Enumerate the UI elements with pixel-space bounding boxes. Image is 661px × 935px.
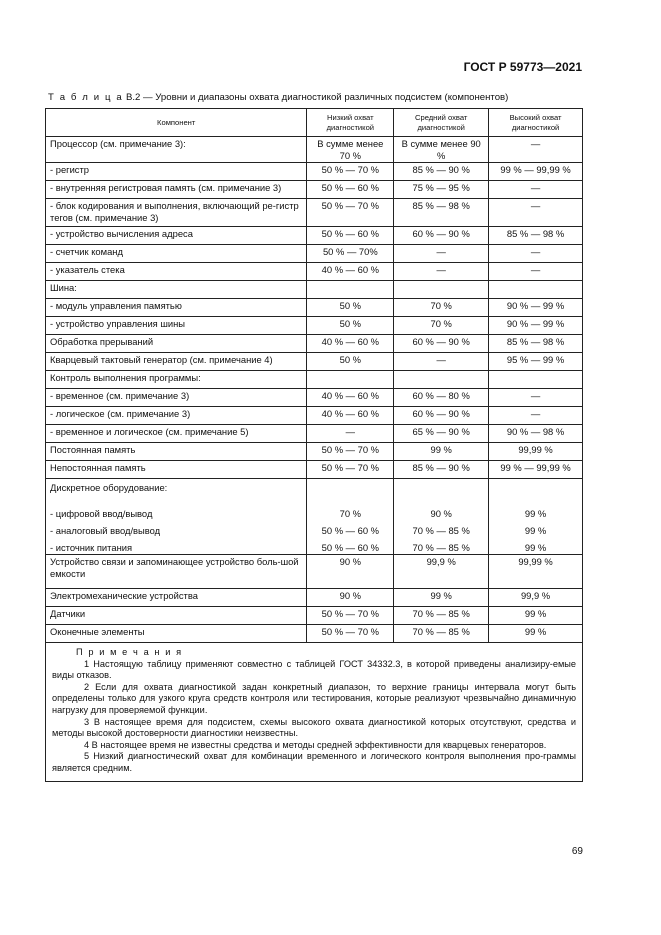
low-coverage-cell: 50 % — 70 % bbox=[307, 607, 394, 625]
low-coverage-cell: 50 % — 60 % bbox=[307, 521, 394, 538]
table-row bbox=[46, 335, 583, 353]
component-cell: - устройство управления шины bbox=[46, 317, 307, 335]
low-coverage-cell: 50 % — 70 % bbox=[307, 199, 394, 227]
low-coverage-cell: 50 % — 60 % bbox=[307, 181, 394, 199]
low-coverage-cell: В сумме менее 70 % bbox=[307, 137, 394, 163]
header-high: Высокий охват диагностикой bbox=[489, 109, 583, 137]
component-cell: Шина: bbox=[46, 281, 307, 299]
low-coverage-cell: — bbox=[307, 425, 394, 443]
high-coverage-cell bbox=[489, 371, 583, 389]
table-row bbox=[46, 555, 583, 589]
medium-coverage-cell: 60 % — 90 % bbox=[394, 227, 489, 245]
component-cell: - временное и логическое (см. примечание 5) bbox=[46, 425, 307, 443]
medium-coverage-cell: 70 % bbox=[394, 299, 489, 317]
medium-coverage-cell: 70 % — 85 % bbox=[394, 607, 489, 625]
table-row bbox=[46, 281, 583, 299]
table-row bbox=[46, 499, 583, 521]
high-coverage-cell: — bbox=[489, 245, 583, 263]
high-coverage-cell: 99,9 % bbox=[489, 589, 583, 607]
table-row bbox=[46, 371, 583, 389]
note-item: 4 В настоящее время не известны средства и методы средней эффективности для кварцевых генераторов. bbox=[84, 739, 547, 750]
standard-code: ГОСТ Р 59773—2021 bbox=[463, 60, 582, 74]
low-coverage-cell bbox=[307, 281, 394, 299]
table-row bbox=[46, 625, 583, 643]
high-coverage-cell: 90 % — 98 % bbox=[489, 425, 583, 443]
low-coverage-cell: 50 % — 60 % bbox=[307, 227, 394, 245]
low-coverage-cell: 50 % bbox=[307, 317, 394, 335]
component-cell: Непостоянная память bbox=[46, 461, 307, 479]
medium-coverage-cell: 70 % bbox=[394, 317, 489, 335]
medium-coverage-cell: 99,9 % bbox=[394, 555, 489, 589]
table-row bbox=[46, 443, 583, 461]
high-coverage-cell: — bbox=[489, 407, 583, 425]
low-coverage-cell: 40 % — 60 % bbox=[307, 263, 394, 281]
note-item: 3 В настоящее время для подсистем, схемы высокого охвата диагностикой которых отсутствуют, средства и методы высокой достоверности диагностики неизвестны. bbox=[52, 716, 576, 739]
table-row bbox=[46, 227, 583, 245]
medium-coverage-cell: 99 % bbox=[394, 589, 489, 607]
medium-coverage-cell: 60 % — 90 % bbox=[394, 335, 489, 353]
low-coverage-cell: 50 % — 70% bbox=[307, 245, 394, 263]
empty-cell bbox=[489, 479, 583, 499]
high-coverage-cell: — bbox=[489, 137, 583, 163]
table-caption bbox=[48, 92, 508, 103]
component-cell: - регистр bbox=[46, 163, 307, 181]
high-coverage-cell: 99 % bbox=[489, 521, 583, 538]
low-coverage-cell: 50 % — 70 % bbox=[307, 461, 394, 479]
table-caption-prefix: Т а б л и ц а bbox=[48, 92, 124, 103]
notes-cell bbox=[46, 643, 583, 782]
component-cell: - аналоговый ввод/вывод bbox=[46, 521, 307, 538]
note-item: 2 Если для охвата диагностикой задан конкретный диапазон, то верхние границы интервала могут быть определены только для узкого круга средств контроля или тестирования, которые реализуют чрезвычайно динамичную нагрузку для проверяемой функции. bbox=[52, 681, 576, 715]
component-cell: - временное (см. примечание 3) bbox=[46, 389, 307, 407]
medium-coverage-cell: 70 % — 85 % bbox=[394, 521, 489, 538]
medium-coverage-cell: 70 % — 85 % bbox=[394, 625, 489, 643]
empty-cell bbox=[307, 479, 394, 499]
component-cell: - логическое (см. примечание 3) bbox=[46, 407, 307, 425]
table-row bbox=[46, 245, 583, 263]
medium-coverage-cell: В сумме менее 90 % bbox=[394, 137, 489, 163]
high-coverage-cell: 85 % — 98 % bbox=[489, 335, 583, 353]
low-coverage-cell: 50 % — 70 % bbox=[307, 163, 394, 181]
table-caption-text: В.2 — Уровни и диапазоны охвата диагностикой различных подсистем (компонентов) bbox=[123, 92, 509, 103]
table-row bbox=[46, 353, 583, 371]
medium-coverage-cell: 75 % — 95 % bbox=[394, 181, 489, 199]
component-cell: - указатель стека bbox=[46, 263, 307, 281]
component-cell: Обработка прерываний bbox=[46, 335, 307, 353]
low-coverage-cell: 50 % bbox=[307, 353, 394, 371]
high-coverage-cell bbox=[489, 281, 583, 299]
high-coverage-cell: 90 % — 99 % bbox=[489, 317, 583, 335]
medium-coverage-cell bbox=[394, 371, 489, 389]
component-cell: - источник питания bbox=[46, 538, 307, 555]
component-cell: - счетчик команд bbox=[46, 245, 307, 263]
low-coverage-cell: 90 % bbox=[307, 555, 394, 589]
low-coverage-cell: 50 % — 70 % bbox=[307, 443, 394, 461]
table-row bbox=[46, 263, 583, 281]
medium-coverage-cell: 90 % bbox=[394, 499, 489, 521]
low-coverage-cell: 40 % — 60 % bbox=[307, 407, 394, 425]
table-row bbox=[46, 479, 583, 499]
high-coverage-cell: — bbox=[489, 199, 583, 227]
table-row bbox=[46, 607, 583, 625]
high-coverage-cell: 99 % bbox=[489, 625, 583, 643]
header-component: Компонент bbox=[46, 109, 307, 137]
table-row bbox=[46, 425, 583, 443]
note-item: 5 Низкий диагностический охват для комбинации временного и логического контроля выполнения про-граммы является средним. bbox=[52, 751, 576, 773]
component-cell: Дискретное оборудование: bbox=[46, 479, 307, 499]
low-coverage-cell: 40 % — 60 % bbox=[307, 335, 394, 353]
component-cell: - цифровой ввод/вывод bbox=[46, 499, 307, 521]
medium-coverage-cell: 70 % — 85 % bbox=[394, 538, 489, 555]
table-row bbox=[46, 589, 583, 607]
component-cell: Контроль выполнения программы: bbox=[46, 371, 307, 389]
component-cell: - блок кодирования и выполнения, включающий ре-гистр тегов (см. примечание 3) bbox=[46, 199, 307, 227]
low-coverage-cell: 90 % bbox=[307, 589, 394, 607]
high-coverage-cell: — bbox=[489, 181, 583, 199]
table-row bbox=[46, 137, 583, 163]
high-coverage-cell: 95 % — 99 % bbox=[489, 353, 583, 371]
table-row bbox=[46, 163, 583, 181]
notes-list bbox=[52, 659, 576, 775]
high-coverage-cell: 90 % — 99 % bbox=[489, 299, 583, 317]
medium-coverage-cell: 65 % — 90 % bbox=[394, 425, 489, 443]
header-low: Низкий охват диагностикой bbox=[307, 109, 394, 137]
low-coverage-cell: 70 % bbox=[307, 499, 394, 521]
header-medium: Средний охват диагностикой bbox=[394, 109, 489, 137]
component-cell: Датчики bbox=[46, 607, 307, 625]
high-coverage-cell: — bbox=[489, 263, 583, 281]
component-cell: - устройство вычисления адреса bbox=[46, 227, 307, 245]
diagnostic-coverage-table bbox=[45, 108, 583, 782]
medium-coverage-cell: — bbox=[394, 245, 489, 263]
table-header-row bbox=[46, 109, 583, 137]
table-row bbox=[46, 181, 583, 199]
high-coverage-cell: 99 % — 99,99 % bbox=[489, 163, 583, 181]
component-cell: - внутренняя регистровая память (см. примечание 3) bbox=[46, 181, 307, 199]
high-coverage-cell: 99,99 % bbox=[489, 443, 583, 461]
medium-coverage-cell: 60 % — 80 % bbox=[394, 389, 489, 407]
component-cell: Электромеханические устройства bbox=[46, 589, 307, 607]
high-coverage-cell: 99 % bbox=[489, 538, 583, 555]
low-coverage-cell: 50 % — 70 % bbox=[307, 625, 394, 643]
page-number: 69 bbox=[571, 846, 583, 857]
component-cell: Постоянная память bbox=[46, 443, 307, 461]
component-cell: Процессор (см. примечание 3): bbox=[46, 137, 307, 163]
high-coverage-cell: 99,99 % bbox=[489, 555, 583, 589]
low-coverage-cell: 40 % — 60 % bbox=[307, 389, 394, 407]
high-coverage-cell: 85 % — 98 % bbox=[489, 227, 583, 245]
table-row bbox=[46, 407, 583, 425]
component-cell: Оконечные элементы bbox=[46, 625, 307, 643]
component-cell: Кварцевый тактовый генератор (см. примечание 4) bbox=[46, 353, 307, 371]
component-cell: - модуль управления памятью bbox=[46, 299, 307, 317]
medium-coverage-cell: — bbox=[394, 263, 489, 281]
medium-coverage-cell: 85 % — 90 % bbox=[394, 163, 489, 181]
empty-cell bbox=[394, 479, 489, 499]
table-row bbox=[46, 199, 583, 227]
high-coverage-cell: 99 % bbox=[489, 607, 583, 625]
medium-coverage-cell: 60 % — 90 % bbox=[394, 407, 489, 425]
table-row bbox=[46, 317, 583, 335]
note-item: 1 Настоящую таблицу применяют совместно с таблицей ГОСТ 34332.3, в которой приведены анализиру-емые виды отказов. bbox=[52, 658, 576, 681]
medium-coverage-cell: 85 % — 98 % bbox=[394, 199, 489, 227]
medium-coverage-cell: — bbox=[394, 353, 489, 371]
table-notes-row bbox=[46, 643, 583, 782]
low-coverage-cell: 50 % bbox=[307, 299, 394, 317]
high-coverage-cell: 99 % bbox=[489, 499, 583, 521]
component-cell: Устройство связи и запоминающее устройство боль-шой емкости bbox=[46, 555, 307, 589]
low-coverage-cell bbox=[307, 371, 394, 389]
table-row bbox=[46, 299, 583, 317]
low-coverage-cell: 50 % — 60 % bbox=[307, 538, 394, 555]
medium-coverage-cell: 99 % bbox=[394, 443, 489, 461]
table-row bbox=[46, 538, 583, 555]
table-body bbox=[46, 137, 583, 643]
medium-coverage-cell: 85 % — 90 % bbox=[394, 461, 489, 479]
high-coverage-cell: — bbox=[489, 389, 583, 407]
medium-coverage-cell bbox=[394, 281, 489, 299]
table-row bbox=[46, 461, 583, 479]
table-row bbox=[46, 521, 583, 538]
high-coverage-cell: 99 % — 99,99 % bbox=[489, 461, 583, 479]
table-row bbox=[46, 389, 583, 407]
notes-title: П р и м е ч а н и я bbox=[76, 647, 183, 657]
